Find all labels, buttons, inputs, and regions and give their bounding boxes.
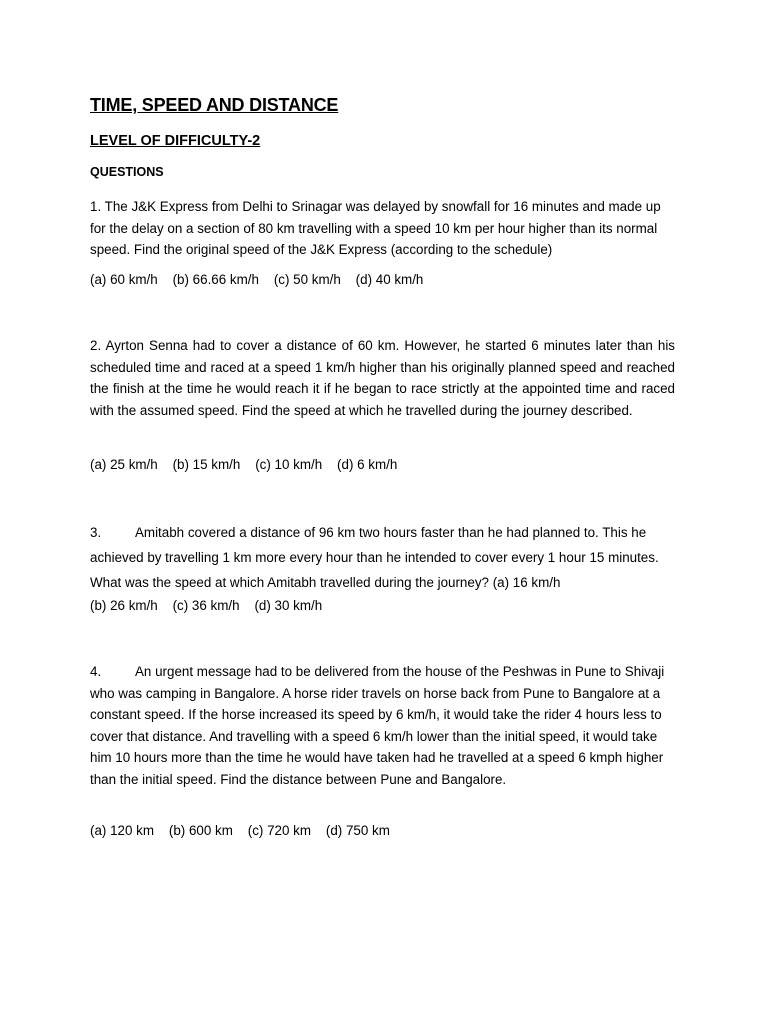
- question-3-number: 3.: [90, 525, 102, 540]
- page-title: TIME, SPEED AND DISTANCE: [90, 95, 339, 115]
- question-4-options: (a) 120 km (b) 600 km (c) 720 km (d) 750 km: [90, 823, 390, 838]
- question-1-text: The J&K Express from Delhi to Srinagar was delayed by snowfall for 16 minutes and made up for the delay on a section of 80 km travelling with a speed 10 km per hour higher than its normal speed. Find the original speed of the J&K Express (according to the schedule): [90, 199, 661, 258]
- difficulty-heading: LEVEL OF DIFFICULTY-2: [90, 133, 261, 149]
- question-4-number: 4.: [90, 664, 102, 679]
- question-1-options: (a) 60 km/h (b) 66.66 km/h (c) 50 km/h (d) 40 km/h: [90, 272, 424, 287]
- question-2-text: Ayrton Senna had to cover a distance of 60 km. However, he started 6 minutes later than his scheduled time and raced at a speed 1 km/h higher than his originally planned speed and reached the finish at the time he would reach it if he began to race strictly at the appointed time and raced with the assumed speed. Find the speed at which he travelled during the journey described.: [90, 338, 675, 418]
- question-3: [90, 520, 675, 595]
- question-4-text: An urgent message had to be delivered from the house of the Peshwas in Pune to Shivaji who was camping in Bangalore. A horse rider travels on horse back from Pune to Bangalore at a constant speed. If the horse increased its speed by 6 km/h, it would take the rider 4 hours less to cover that distance. And travelling with a speed 6 km/h lower than the initial speed, it would take him 10 hours more than the time he would have taken had he travelled at a speed 6 kmph higher than the initial speed. Find the distance between Pune and Bangalore.: [90, 664, 665, 787]
- question-2-options: (a) 25 km/h (b) 15 km/h (c) 10 km/h (d) 6 km/h: [90, 457, 398, 472]
- question-1: [90, 196, 675, 261]
- question-3-text: Amitabh covered a distance of 96 km two hours faster than he had planned to. This he achieved by travelling 1 km more every hour than he intended to cover every 1 hour 15 minutes. What was the speed at which Amitabh travelled during the journey? (a) 16 km/h: [90, 525, 659, 590]
- questions-heading: QUESTIONS: [90, 165, 164, 179]
- question-2: [90, 335, 675, 421]
- question-1-number: 1.: [90, 199, 102, 214]
- question-3-options: (b) 26 km/h (c) 36 km/h (d) 30 km/h: [90, 598, 323, 613]
- question-4: [90, 661, 675, 791]
- question-2-number: 2.: [90, 338, 102, 353]
